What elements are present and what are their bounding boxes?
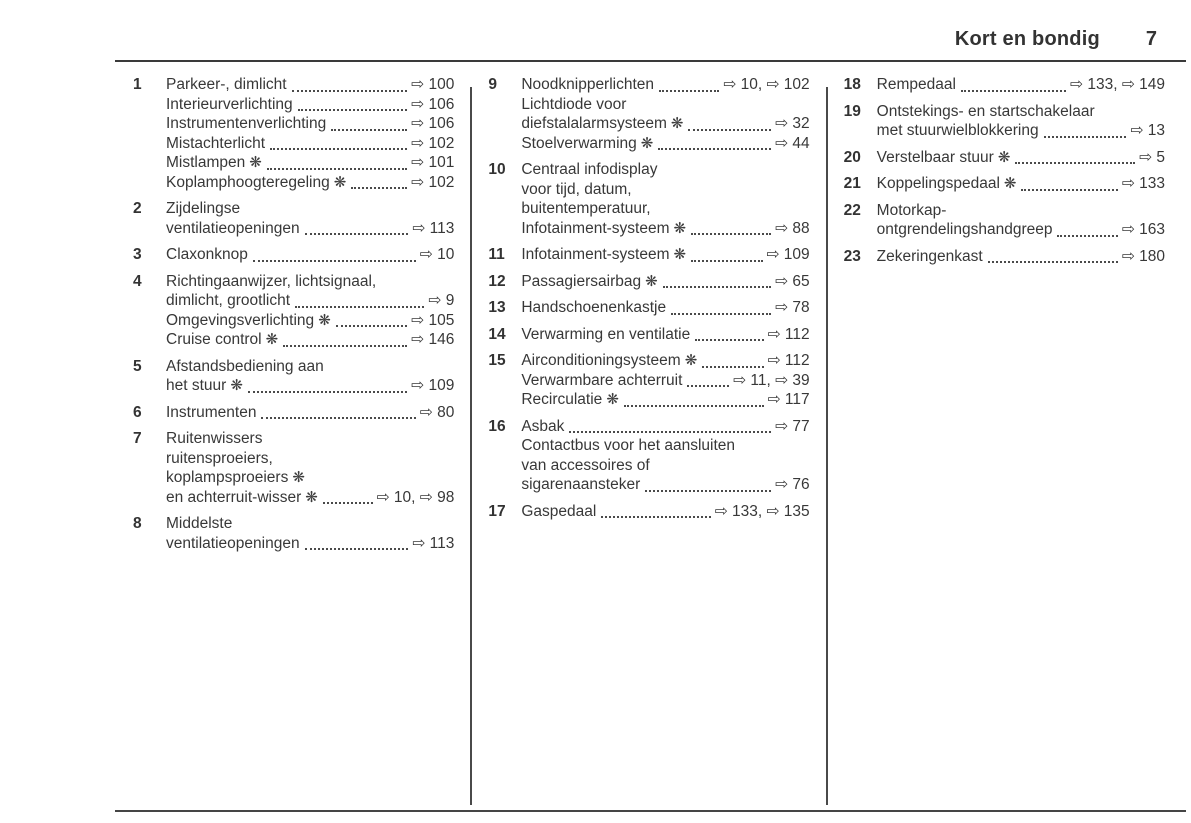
- entry-text: Handschoenenkastje: [521, 299, 667, 316]
- item-number: 6: [133, 403, 142, 421]
- dot-leader: [695, 325, 763, 342]
- toc-line: [521, 436, 809, 456]
- item-number: 9: [488, 76, 497, 93]
- entry-lines: [166, 75, 454, 192]
- toc-line: [166, 357, 454, 377]
- item-number: 1: [133, 76, 142, 93]
- optional-equipment-icon: ❋: [640, 134, 654, 152]
- dot-leader: [248, 376, 407, 393]
- optional-equipment-icon: ❋: [230, 377, 243, 394]
- toc-line: [521, 390, 809, 410]
- toc-line: [877, 148, 1165, 168]
- toc-entry: [133, 75, 454, 192]
- toc-line: [166, 429, 454, 449]
- toc-line: [166, 245, 454, 265]
- entry-text: Middelste: [166, 515, 233, 532]
- toc-line: [521, 134, 809, 154]
- optional-equipment-icon: ❋: [645, 272, 658, 290]
- entry-text: Cruise control: [166, 331, 262, 348]
- page-ref: ⇨ 180: [1121, 247, 1165, 265]
- toc-line: [166, 114, 454, 134]
- entry-lines: [166, 403, 454, 423]
- dot-leader: [702, 351, 763, 368]
- entry-text: Instrumentenverlichting: [166, 115, 327, 132]
- entry-lines: [877, 201, 1165, 240]
- entry-text: en achterruit-wisser: [166, 488, 302, 506]
- item-number: 18: [843, 76, 861, 93]
- entry-text: dimlicht, grootlicht: [166, 292, 291, 309]
- toc-line: [166, 199, 454, 219]
- optional-equipment-icon: ❋: [673, 219, 687, 237]
- page-number: 7: [1145, 28, 1157, 50]
- entry-text: ontgrendelingshandgreep: [876, 221, 1053, 238]
- toc-column-2: [472, 75, 825, 805]
- entry-text: Asbak: [521, 417, 565, 435]
- entry-lines: [877, 102, 1165, 141]
- entry-lines: [877, 75, 1165, 95]
- optional-equipment-icon: ❋: [318, 311, 331, 329]
- item-number: 16: [488, 417, 506, 435]
- item-number: 22: [843, 201, 861, 219]
- toc-line: [877, 174, 1165, 194]
- dot-leader: [663, 272, 771, 289]
- entry-text: Rempedaal: [876, 76, 956, 93]
- toc-entry: [488, 160, 809, 238]
- optional-equipment-icon: ❋: [997, 148, 1011, 166]
- toc-column-1: [133, 75, 470, 805]
- page-ref: ⇨ 80: [419, 403, 455, 421]
- dot-leader: [351, 173, 407, 190]
- dot-leader: [1015, 148, 1135, 165]
- optional-equipment-icon: ❋: [305, 488, 318, 506]
- toc-line: [877, 201, 1165, 221]
- entry-text: koplampsproeiers: [166, 469, 289, 486]
- optional-equipment-icon: ❋: [606, 391, 619, 408]
- toc-line: [166, 173, 454, 193]
- page-ref: ⇨ 11, ⇨ 39: [733, 371, 810, 389]
- entry-text: Zijdelingse: [166, 200, 241, 217]
- page-ref: ⇨ 133, ⇨ 135: [714, 502, 810, 520]
- entry-text: Omgevingsverlichting: [166, 311, 315, 329]
- page-ref: ⇨ 88: [775, 219, 810, 237]
- entry-text: Infotainment-systeem: [521, 219, 670, 237]
- toc-entry: [133, 429, 454, 507]
- page-ref: ⇨ 100: [411, 76, 455, 93]
- entry-text: Passagiersairbag: [521, 272, 642, 290]
- entry-text: het stuur: [166, 377, 227, 394]
- entry-lines: [521, 75, 809, 153]
- entry-text: ruitensproeiers,: [166, 449, 273, 467]
- toc-line: [166, 468, 454, 488]
- toc-line: [521, 417, 809, 437]
- dot-leader: [261, 403, 415, 420]
- toc-line: [166, 153, 454, 173]
- page-ref: ⇨ 109: [766, 246, 810, 263]
- entry-text: Airconditioningsysteem: [521, 352, 681, 369]
- dot-leader: [336, 311, 407, 328]
- toc-line: [521, 199, 809, 219]
- entry-lines: [877, 174, 1165, 194]
- entry-text: Afstandsbediening aan: [166, 357, 324, 375]
- dot-leader: [645, 475, 771, 492]
- entry-text: Centraal infodisplay: [521, 161, 658, 178]
- optional-equipment-icon: ❋: [265, 331, 279, 348]
- toc-line: [521, 351, 809, 371]
- toc-entry: [488, 298, 809, 318]
- page-ref: ⇨ 163: [1121, 221, 1165, 238]
- dot-leader: [691, 245, 762, 262]
- page-ref: ⇨ 146: [411, 331, 455, 348]
- item-number: 23: [843, 247, 861, 265]
- entry-text: Noodknipperlichten: [521, 76, 655, 93]
- entry-lines: [877, 148, 1165, 168]
- page-ref: ⇨ 9: [428, 292, 455, 309]
- entry-lines: [521, 272, 809, 292]
- entry-text: ventilatieopeningen: [166, 534, 300, 552]
- footer-rule: [115, 810, 1186, 812]
- toc-line: [521, 502, 809, 522]
- entry-text: sigarenaansteker: [521, 476, 641, 493]
- toc-entry: [844, 201, 1165, 240]
- entry-lines: [166, 199, 454, 238]
- toc-line: [521, 456, 809, 476]
- optional-equipment-icon: ❋: [249, 154, 262, 171]
- dot-leader: [961, 75, 1066, 92]
- toc-entry: [844, 174, 1165, 194]
- dot-leader: [292, 75, 408, 92]
- page-ref: ⇨ 10, ⇨ 98: [376, 488, 455, 506]
- toc-entry: [133, 245, 454, 265]
- toc-line: [521, 219, 809, 239]
- toc-entry: [844, 102, 1165, 141]
- dot-leader: [687, 371, 729, 388]
- item-number: 21: [843, 175, 861, 192]
- item-number: 5: [133, 357, 142, 375]
- toc-line: [166, 311, 454, 331]
- toc-line: [877, 220, 1165, 240]
- page-ref: ⇨ 13: [1130, 122, 1165, 139]
- page-ref: ⇨ 106: [411, 115, 455, 132]
- page-ref: ⇨ 65: [775, 272, 810, 290]
- toc-entry: [488, 245, 809, 265]
- toc-line: [877, 121, 1165, 141]
- entry-text: Motorkap-: [876, 201, 947, 219]
- page-ref: ⇨ 76: [775, 476, 810, 493]
- entry-text: Verwarmbare achterruit: [521, 371, 683, 389]
- entry-text: Zekeringenkast: [876, 247, 983, 265]
- toc-line: [166, 75, 454, 95]
- optional-equipment-icon: ❋: [673, 246, 687, 263]
- toc-line: [877, 247, 1165, 267]
- entry-text: Ruitenwissers: [166, 430, 263, 447]
- toc-line: [166, 534, 454, 554]
- entry-lines: [877, 247, 1165, 267]
- toc-entry: [133, 272, 454, 350]
- toc-entry: [488, 351, 809, 410]
- entry-text: Richtingaanwijzer, lichtsignaal,: [166, 272, 377, 290]
- entry-text: Mistlampen: [166, 154, 246, 171]
- dot-leader: [305, 219, 409, 236]
- toc-line: [521, 95, 809, 115]
- toc-line: [521, 272, 809, 292]
- entry-lines: [166, 245, 454, 265]
- entry-text: buitentemperatuur,: [521, 200, 651, 217]
- entry-lines: [521, 351, 809, 410]
- dot-leader: [295, 291, 424, 308]
- item-number: 12: [488, 272, 506, 290]
- toc-line: [166, 449, 454, 469]
- entry-text: Infotainment-systeem: [521, 246, 670, 263]
- toc-line: [166, 134, 454, 154]
- toc-entry: [488, 272, 809, 292]
- dot-leader: [659, 75, 719, 92]
- item-number: 7: [133, 430, 142, 447]
- entry-text: Contactbus voor het aansluiten: [521, 437, 736, 454]
- optional-equipment-icon: ❋: [292, 469, 305, 486]
- dot-leader: [1044, 121, 1127, 138]
- dot-leader: [298, 95, 408, 112]
- optional-equipment-icon: ❋: [684, 352, 698, 369]
- entry-text: Verwarming en ventilatie: [521, 325, 691, 343]
- toc-line: [166, 330, 454, 350]
- dot-leader: [671, 298, 771, 315]
- toc-line: [521, 298, 809, 318]
- entry-text: Verstelbaar stuur: [876, 148, 994, 166]
- page-ref: ⇨ 78: [775, 299, 810, 316]
- dot-leader: [270, 134, 407, 151]
- entry-text: ventilatieopeningen: [166, 219, 300, 237]
- dot-leader: [1057, 220, 1117, 237]
- toc-line: [521, 475, 809, 495]
- dot-leader: [323, 488, 373, 505]
- toc-line: [877, 102, 1165, 122]
- toc-entry: [844, 247, 1165, 267]
- entry-text: Gaspedaal: [521, 502, 597, 520]
- toc-entry: [844, 148, 1165, 168]
- entry-lines: [521, 325, 809, 345]
- page-ref: ⇨ 133: [1121, 175, 1165, 192]
- entry-text: voor tijd, datum,: [521, 180, 632, 198]
- entry-text: Koppelingspedaal: [876, 175, 1000, 192]
- dot-leader: [691, 219, 771, 236]
- entry-text: van accessoires of: [521, 456, 650, 474]
- item-number: 20: [843, 148, 861, 166]
- dot-leader: [267, 153, 407, 170]
- toc-line: [166, 403, 454, 423]
- section-title: Kort en bondig: [954, 28, 1100, 50]
- page-ref: ⇨ 109: [411, 377, 455, 394]
- page-ref: ⇨ 10, ⇨ 102: [723, 76, 810, 93]
- toc-line: [521, 245, 809, 265]
- toc-entry: [488, 417, 809, 495]
- item-number: 2: [133, 200, 142, 217]
- page-ref: ⇨ 113: [412, 534, 455, 552]
- item-number: 14: [488, 325, 506, 343]
- optional-equipment-icon: ❋: [1003, 175, 1017, 192]
- toc-line: [521, 75, 809, 95]
- toc-entry: [133, 199, 454, 238]
- dot-leader: [624, 390, 764, 407]
- dot-leader: [569, 417, 771, 434]
- entry-lines: [521, 502, 809, 522]
- item-number: 19: [843, 102, 861, 120]
- entry-lines: [166, 272, 454, 350]
- entry-text: Lichtdiode voor: [521, 95, 627, 113]
- item-number: 17: [488, 502, 506, 520]
- toc-line: [166, 376, 454, 396]
- item-number: 4: [133, 272, 142, 290]
- dot-leader: [1021, 174, 1117, 191]
- dot-leader: [601, 502, 710, 519]
- header-rule: [115, 60, 1186, 62]
- dot-leader: [283, 330, 407, 347]
- entry-text: Koplamphoogteregeling: [166, 173, 330, 191]
- dot-leader: [658, 134, 771, 151]
- entry-lines: [521, 417, 809, 495]
- toc-line: [166, 488, 454, 508]
- entry-text: Stoelverwarming: [521, 134, 637, 152]
- item-number: 8: [133, 515, 142, 532]
- toc-line: [166, 291, 454, 311]
- toc-line: [877, 75, 1165, 95]
- entry-text: Claxonknop: [166, 246, 248, 263]
- toc-line: [166, 95, 454, 115]
- entry-text: Instrumenten: [166, 403, 257, 421]
- page-ref: ⇨ 101: [411, 154, 455, 171]
- page-ref: ⇨ 10: [419, 246, 455, 263]
- entry-text: Ontstekings- en startschakelaar: [876, 102, 1095, 120]
- entry-lines: [521, 160, 809, 238]
- entry-lines: [166, 357, 454, 396]
- page-ref: ⇨ 32: [775, 115, 810, 132]
- page-ref: ⇨ 117: [767, 391, 810, 408]
- toc-entry: [844, 75, 1165, 95]
- entry-text: Recirculatie: [521, 391, 603, 408]
- toc-line: [521, 114, 809, 134]
- dot-leader: [688, 114, 771, 131]
- optional-equipment-icon: ❋: [670, 115, 684, 132]
- page-ref: ⇨ 44: [775, 134, 810, 152]
- entry-text: diefstalalarmsysteem: [521, 115, 667, 132]
- page-ref: ⇨ 102: [411, 134, 455, 152]
- toc-line: [166, 272, 454, 292]
- page-header: [0, 0, 1191, 59]
- item-number: 3: [133, 246, 142, 263]
- entry-text: Mistachterlicht: [166, 134, 266, 152]
- dot-leader: [253, 245, 416, 262]
- toc-line: [521, 325, 809, 345]
- entry-lines: [166, 514, 454, 553]
- entry-lines: [521, 245, 809, 265]
- dot-leader: [988, 247, 1118, 264]
- item-number: 10: [488, 161, 506, 178]
- page-ref: ⇨ 105: [411, 311, 455, 329]
- optional-equipment-icon: ❋: [333, 173, 347, 191]
- entry-text: Interieurverlichting: [166, 95, 293, 113]
- toc-entry: [133, 403, 454, 423]
- toc-columns: [0, 61, 1191, 805]
- page-ref: ⇨ 5: [1139, 148, 1165, 166]
- toc-line: [521, 160, 809, 180]
- toc-entry: [488, 325, 809, 345]
- page-ref: ⇨ 113: [412, 219, 455, 237]
- item-number: 15: [488, 352, 506, 369]
- item-number: 13: [488, 299, 506, 316]
- toc-line: [521, 180, 809, 200]
- page-ref: ⇨ 102: [411, 173, 455, 191]
- toc-entry: [133, 357, 454, 396]
- entry-lines: [521, 298, 809, 318]
- item-number: 11: [488, 246, 505, 263]
- entry-lines: [166, 429, 454, 507]
- toc-entry: [488, 75, 809, 153]
- page-ref: ⇨ 112: [767, 325, 810, 343]
- page-ref: ⇨ 106: [411, 95, 455, 113]
- toc-line: [166, 219, 454, 239]
- toc-entry: [488, 502, 809, 522]
- dot-leader: [305, 534, 409, 551]
- toc-line: [166, 514, 454, 534]
- toc-line: [521, 371, 809, 391]
- toc-column-3: [828, 75, 1165, 805]
- dot-leader: [331, 114, 407, 131]
- entry-text: met stuurwielblokkering: [876, 122, 1039, 139]
- page-ref: ⇨ 112: [767, 352, 810, 369]
- page-ref: ⇨ 133, ⇨ 149: [1070, 76, 1165, 93]
- entry-text: Parkeer-, dimlicht: [166, 76, 287, 93]
- toc-entry: [133, 514, 454, 553]
- page-ref: ⇨ 77: [775, 417, 810, 435]
